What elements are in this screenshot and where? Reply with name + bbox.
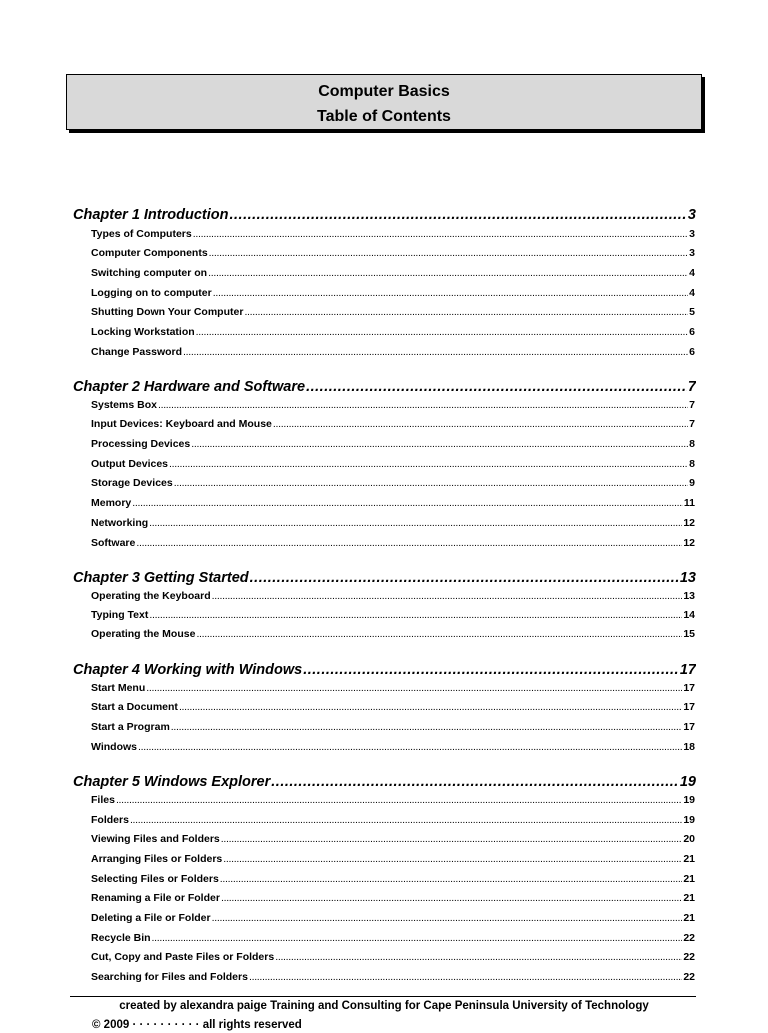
section-page-number: 9 — [689, 477, 695, 489]
toc-section[interactable] — [91, 910, 695, 926]
section-page-number: 21 — [683, 912, 695, 924]
section-title: Storage Devices — [91, 477, 173, 489]
section-page-number: 14 — [683, 609, 695, 621]
toc-section[interactable] — [91, 245, 695, 261]
section-page-number: 17 — [683, 721, 695, 733]
section-title: Locking Workstation — [91, 326, 195, 338]
section-page-number: 7 — [689, 399, 695, 411]
dot-leader — [179, 699, 682, 715]
toc-chapter-4[interactable] — [73, 660, 696, 680]
chapter-title: Chapter 5 Windows Explorer — [73, 774, 271, 790]
chapter-title: Chapter 1 Introduction — [73, 207, 229, 223]
toc-section[interactable] — [91, 436, 695, 452]
dot-leader — [174, 475, 688, 491]
toc-section[interactable] — [91, 871, 695, 887]
dot-leader — [221, 890, 682, 906]
section-page-number: 4 — [689, 287, 695, 299]
dot-leader — [212, 910, 683, 926]
dot-leader — [306, 377, 687, 397]
section-page-number: 19 — [683, 794, 695, 806]
dot-leader — [183, 344, 688, 360]
dot-leader — [208, 265, 688, 281]
dot-leader — [136, 535, 682, 551]
dot-leader — [196, 324, 689, 340]
section-page-number: 17 — [683, 682, 695, 694]
toc-section[interactable] — [91, 626, 695, 642]
toc-chapter-5[interactable] — [73, 772, 696, 792]
section-title: Renaming a File or Folder — [91, 892, 220, 904]
section-title: Shutting Down Your Computer — [91, 306, 244, 318]
section-title: Deleting a File or Folder — [91, 912, 211, 924]
chapter-page-number: 19 — [679, 774, 696, 790]
dot-leader — [209, 245, 688, 261]
section-title: Switching computer on — [91, 267, 208, 279]
section-title: Types of Computers — [91, 228, 192, 240]
dot-leader — [229, 205, 686, 225]
section-page-number: 8 — [689, 438, 695, 450]
section-title: Processing Devices — [91, 438, 191, 450]
section-title: Start a Document — [91, 701, 178, 713]
dot-leader — [191, 436, 688, 452]
section-page-number: 13 — [683, 590, 695, 602]
toc-section[interactable] — [91, 495, 695, 511]
section-title: Cut, Copy and Paste Files or Folders — [91, 951, 275, 963]
section-title: Files — [91, 794, 115, 806]
section-title: Recycle Bin — [91, 932, 151, 944]
toc-section[interactable] — [91, 719, 695, 735]
section-page-number: 3 — [689, 247, 695, 259]
toc-section[interactable] — [91, 699, 695, 715]
section-page-number: 7 — [689, 418, 695, 430]
dot-leader — [169, 456, 688, 472]
chapter-page-number: 17 — [679, 662, 696, 678]
section-title: Computer Components — [91, 247, 208, 259]
section-title: Arranging Files or Folders — [91, 853, 223, 865]
section-title: Start a Program — [91, 721, 170, 733]
footer-credit: created by alexandra paige Training and Consulting for Cape Peninsula University of Technology — [119, 1000, 649, 1012]
toc-section[interactable] — [91, 304, 695, 320]
toc-section[interactable] — [91, 930, 695, 946]
toc-section[interactable] — [91, 226, 695, 242]
section-page-number: 22 — [683, 971, 695, 983]
dot-leader — [275, 949, 682, 965]
toc-section[interactable] — [91, 831, 695, 847]
toc-chapter-1[interactable] — [73, 205, 696, 225]
dot-leader — [303, 660, 679, 680]
section-page-number: 15 — [683, 628, 695, 640]
section-page-number: 18 — [683, 741, 695, 753]
toc-section[interactable] — [91, 344, 695, 360]
dot-leader — [146, 680, 682, 696]
document-title-box — [66, 74, 702, 130]
footer-divider — [70, 996, 696, 997]
dot-leader — [149, 607, 682, 623]
toc-section[interactable] — [91, 535, 695, 551]
dot-leader — [158, 397, 688, 413]
section-page-number: 21 — [683, 873, 695, 885]
section-title: Start Menu — [91, 682, 146, 694]
section-title: Networking — [91, 517, 149, 529]
section-title: Memory — [91, 497, 132, 509]
section-page-number: 12 — [683, 517, 695, 529]
section-page-number: 22 — [683, 951, 695, 963]
section-page-number: 6 — [689, 326, 695, 338]
section-page-number: 21 — [683, 892, 695, 904]
section-title: Output Devices — [91, 458, 169, 470]
section-title: Typing Text — [91, 609, 149, 621]
section-page-number: 3 — [689, 228, 695, 240]
toc-section[interactable] — [91, 969, 695, 985]
toc-section[interactable] — [91, 475, 695, 491]
section-title: Input Devices: Keyboard and Mouse — [91, 418, 272, 430]
dot-leader — [171, 719, 683, 735]
dot-leader — [221, 831, 683, 847]
toc-section[interactable] — [91, 588, 695, 604]
chapter-page-number: 3 — [687, 207, 696, 223]
section-title: Selecting Files or Folders — [91, 873, 219, 885]
dot-leader — [116, 792, 682, 808]
dot-leader — [213, 285, 688, 301]
chapter-page-number: 13 — [679, 570, 696, 586]
section-page-number: 20 — [683, 833, 695, 845]
toc-section[interactable] — [91, 739, 695, 755]
dot-leader — [250, 568, 679, 588]
section-title: Windows — [91, 741, 137, 753]
toc-section[interactable] — [91, 285, 695, 301]
section-page-number: 5 — [689, 306, 695, 318]
section-page-number: 12 — [683, 537, 695, 549]
chapter-title: Chapter 4 Working with Windows — [73, 662, 303, 678]
section-title: Logging on to computer — [91, 287, 212, 299]
dot-leader — [271, 772, 679, 792]
section-title: Viewing Files and Folders — [91, 833, 220, 845]
toc-section[interactable] — [91, 607, 695, 623]
toc-section[interactable] — [91, 515, 695, 531]
section-title: Software — [91, 537, 136, 549]
chapter-page-number: 7 — [687, 379, 696, 395]
toc-section[interactable] — [91, 890, 695, 906]
dot-leader — [220, 871, 683, 887]
section-page-number: 11 — [683, 497, 695, 509]
document-subtitle: Table of Contents — [317, 108, 451, 125]
dot-leader — [132, 495, 683, 511]
toc-section[interactable] — [91, 792, 695, 808]
toc-section[interactable] — [91, 265, 695, 281]
section-page-number: 21 — [683, 853, 695, 865]
section-title: Searching for Files and Folders — [91, 971, 248, 983]
dot-leader — [138, 739, 682, 755]
section-title: Systems Box — [91, 399, 157, 411]
section-page-number: 8 — [689, 458, 695, 470]
section-title: Change Password — [91, 346, 183, 358]
section-page-number: 19 — [683, 814, 695, 826]
dot-leader — [223, 851, 682, 867]
toc-section[interactable] — [91, 416, 695, 432]
toc-section[interactable] — [91, 680, 695, 696]
section-page-number: 6 — [689, 346, 695, 358]
dot-leader — [196, 626, 682, 642]
chapter-title: Chapter 2 Hardware and Software — [73, 379, 306, 395]
chapter-title: Chapter 3 Getting Started — [73, 570, 249, 586]
section-title: Operating the Mouse — [91, 628, 196, 640]
dot-leader — [193, 226, 688, 242]
section-page-number: 22 — [683, 932, 695, 944]
toc-section[interactable] — [91, 949, 695, 965]
section-page-number: 17 — [683, 701, 695, 713]
dot-leader — [249, 969, 682, 985]
toc-chapter-3[interactable] — [73, 568, 696, 588]
toc-section[interactable] — [91, 456, 695, 472]
dot-leader — [130, 812, 682, 828]
toc-section[interactable] — [91, 397, 695, 413]
dot-leader — [273, 416, 688, 432]
dot-leader — [152, 930, 683, 946]
section-title: Folders — [91, 814, 129, 826]
document-title: Computer Basics — [318, 83, 450, 100]
section-page-number: 4 — [689, 267, 695, 279]
toc-section[interactable] — [91, 851, 695, 867]
toc-section[interactable] — [91, 324, 695, 340]
footer-copyright: © 2009 · · · · · · · · · · all rights reserved — [92, 1019, 302, 1031]
section-title: Operating the Keyboard — [91, 590, 211, 602]
dot-leader — [244, 304, 688, 320]
toc-section[interactable] — [91, 812, 695, 828]
toc-chapter-2[interactable] — [73, 377, 696, 397]
dot-leader — [212, 588, 683, 604]
dot-leader — [149, 515, 682, 531]
